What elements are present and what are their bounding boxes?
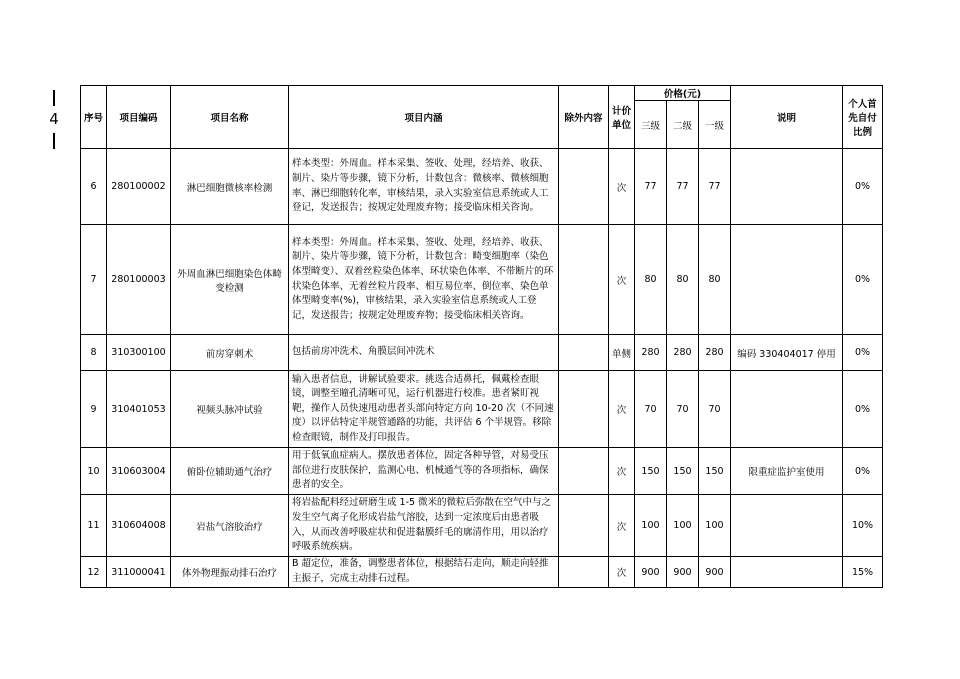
cell-name: 体外物理振动排石治疗 — [171, 557, 289, 588]
cell-price-level2: 80 — [667, 225, 699, 335]
cell-note: 编码 330404017 停用 — [731, 335, 843, 371]
cell-price-level3: 150 — [635, 448, 667, 495]
table-row — [81, 371, 883, 448]
cell-price-level1: 100 — [699, 495, 731, 557]
page-number — [44, 90, 64, 149]
cell-self-pay: 10% — [843, 495, 883, 557]
cell-self-pay: 0% — [843, 371, 883, 448]
header-name: 项目名称 — [171, 86, 289, 149]
header-exclusions: 除外内容 — [559, 86, 609, 149]
cell-unit: 次 — [609, 149, 635, 225]
page-number-text: 4 — [49, 110, 59, 128]
cell-exclusions — [559, 371, 609, 448]
cell-price-level2: 900 — [667, 557, 699, 588]
cell-name: 岩盐气溶胶治疗 — [171, 495, 289, 557]
cell-unit: 次 — [609, 371, 635, 448]
cell-note — [731, 371, 843, 448]
cell-price-level1: 77 — [699, 149, 731, 225]
cell-note — [731, 149, 843, 225]
cell-exclusions — [559, 495, 609, 557]
cell-seq: 10 — [81, 448, 107, 495]
cell-self-pay: 15% — [843, 557, 883, 588]
table-row — [81, 149, 883, 225]
table-row — [81, 448, 883, 495]
cell-content: 输入患者信息，讲解试验要求。挑选合适鼻托，佩戴检查眼镜，调整至瞳孔清晰可见，运行机器进行校准。患者紧盯视靶，操作人员快速甩动患者头部向特定方向 10-20 次（不同速度）以评估特定半规管通路的功能，共评估 6 个半规管。移除检查眼镜，制作及打印报告。 — [289, 371, 559, 448]
cell-self-pay: 0% — [843, 149, 883, 225]
cell-unit: 单侧 — [609, 335, 635, 371]
cell-seq: 6 — [81, 149, 107, 225]
cell-self-pay: 0% — [843, 225, 883, 335]
cell-exclusions — [559, 557, 609, 588]
cell-price-level1: 280 — [699, 335, 731, 371]
cell-price-level3: 100 — [635, 495, 667, 557]
cell-unit: 次 — [609, 557, 635, 588]
cell-seq: 8 — [81, 335, 107, 371]
header-note: 说明 — [731, 86, 843, 149]
cell-name: 俯卧位辅助通气治疗 — [171, 448, 289, 495]
cell-price-level3: 70 — [635, 371, 667, 448]
cell-content: B 超定位，准备，调整患者体位，根据结石走向，顺走向轻推主振子，完成主动排石过程。 — [289, 557, 559, 588]
cell-content: 包括前房冲洗术、角膜层间冲洗术 — [289, 335, 559, 371]
cell-price-level3: 280 — [635, 335, 667, 371]
cell-name: 视频头脉冲试验 — [171, 371, 289, 448]
cell-code: 280100003 — [107, 225, 171, 335]
cell-seq: 9 — [81, 371, 107, 448]
cell-price-level3: 77 — [635, 149, 667, 225]
cell-exclusions — [559, 335, 609, 371]
header-code: 项目编码 — [107, 86, 171, 149]
cell-price-level1: 900 — [699, 557, 731, 588]
cell-exclusions — [559, 448, 609, 495]
cell-content: 将岩盐配料经过研磨生成 1-5 微米的微粒后弥散在空气中与之发生空气离子化形成岩盐气溶胶，达到一定浓度后由患者吸入，从而改善呼吸症状和促进黏膜纤毛的廓清作用，用以治疗呼吸系统疾病。 — [289, 495, 559, 557]
cell-exclusions — [559, 149, 609, 225]
cell-content: 样本类型：外周血。样本采集、签收、处理，经培养、收获、制片、染片等步骤，镜下分析，计数包含：畸变细胞率（染色体型畸变）、双着丝粒染色体率、环状染色体率、不带断片的环状染色体率、无着丝粒片段率、相互易位率、倒位率、染色单体型畸变率(%)，审核结果，录入实验室信息系统或人工登记，发送报告；按规定处理废弃物；接受临床相关咨询。 — [289, 225, 559, 335]
cell-seq: 12 — [81, 557, 107, 588]
table-row — [81, 225, 883, 335]
cell-content: 用于低氧血症病人。摆放患者体位，固定各种导管，对易受压部位进行皮肤保护，监测心电、机械通气等的各项指标，确保患者的安全。 — [289, 448, 559, 495]
cell-price-level2: 280 — [667, 335, 699, 371]
cell-self-pay: 0% — [843, 448, 883, 495]
medical-fee-table — [80, 85, 883, 588]
cell-note — [731, 557, 843, 588]
header-level3: 三级 — [635, 101, 667, 149]
table-header — [81, 86, 883, 149]
cell-code: 310401053 — [107, 371, 171, 448]
cell-price-level3: 900 — [635, 557, 667, 588]
header-seq: 序号 — [81, 86, 107, 149]
cell-code: 310300100 — [107, 335, 171, 371]
cell-price-level1: 80 — [699, 225, 731, 335]
cell-unit: 次 — [609, 448, 635, 495]
cell-name: 前房穿刺术 — [171, 335, 289, 371]
cell-code: 310603004 — [107, 448, 171, 495]
cell-price-level2: 77 — [667, 149, 699, 225]
table-row — [81, 557, 883, 588]
cell-note: 限重症监护室使用 — [731, 448, 843, 495]
cell-price-level2: 100 — [667, 495, 699, 557]
cell-code: 280100002 — [107, 149, 171, 225]
cell-price-level1: 70 — [699, 371, 731, 448]
cell-self-pay: 0% — [843, 335, 883, 371]
cell-note — [731, 225, 843, 335]
cell-seq: 11 — [81, 495, 107, 557]
cell-price-level2: 150 — [667, 448, 699, 495]
cell-price-level3: 80 — [635, 225, 667, 335]
cell-code: 311000041 — [107, 557, 171, 588]
header-self-pay: 个人首先自付比例 — [843, 86, 883, 149]
cell-content: 样本类型：外周血。样本采集、签收、处理，经培养、收获、制片、染片等步骤，镜下分析，计数包含：微核率、微核细胞率、淋巴细胞转化率，审核结果，录入实验室信息系统或人工登记，发送报告；按规定处理废弃物；接受临床相关咨询。 — [289, 149, 559, 225]
header-price-group: 价格(元) — [635, 86, 731, 101]
header-level2: 二级 — [667, 101, 699, 149]
cell-seq: 7 — [81, 225, 107, 335]
cell-price-level2: 70 — [667, 371, 699, 448]
cell-name: 外周血淋巴细胞染色体畸变检测 — [171, 225, 289, 335]
cell-exclusions — [559, 225, 609, 335]
header-content: 项目内涵 — [289, 86, 559, 149]
table-row — [81, 335, 883, 371]
cell-code: 310604008 — [107, 495, 171, 557]
header-unit: 计价单位 — [609, 86, 635, 149]
table-row — [81, 495, 883, 557]
cell-unit: 次 — [609, 225, 635, 335]
cell-price-level1: 150 — [699, 448, 731, 495]
cell-unit: 次 — [609, 495, 635, 557]
cell-name: 淋巴细胞微核率检测 — [171, 149, 289, 225]
cell-note — [731, 495, 843, 557]
header-level1: 一级 — [699, 101, 731, 149]
